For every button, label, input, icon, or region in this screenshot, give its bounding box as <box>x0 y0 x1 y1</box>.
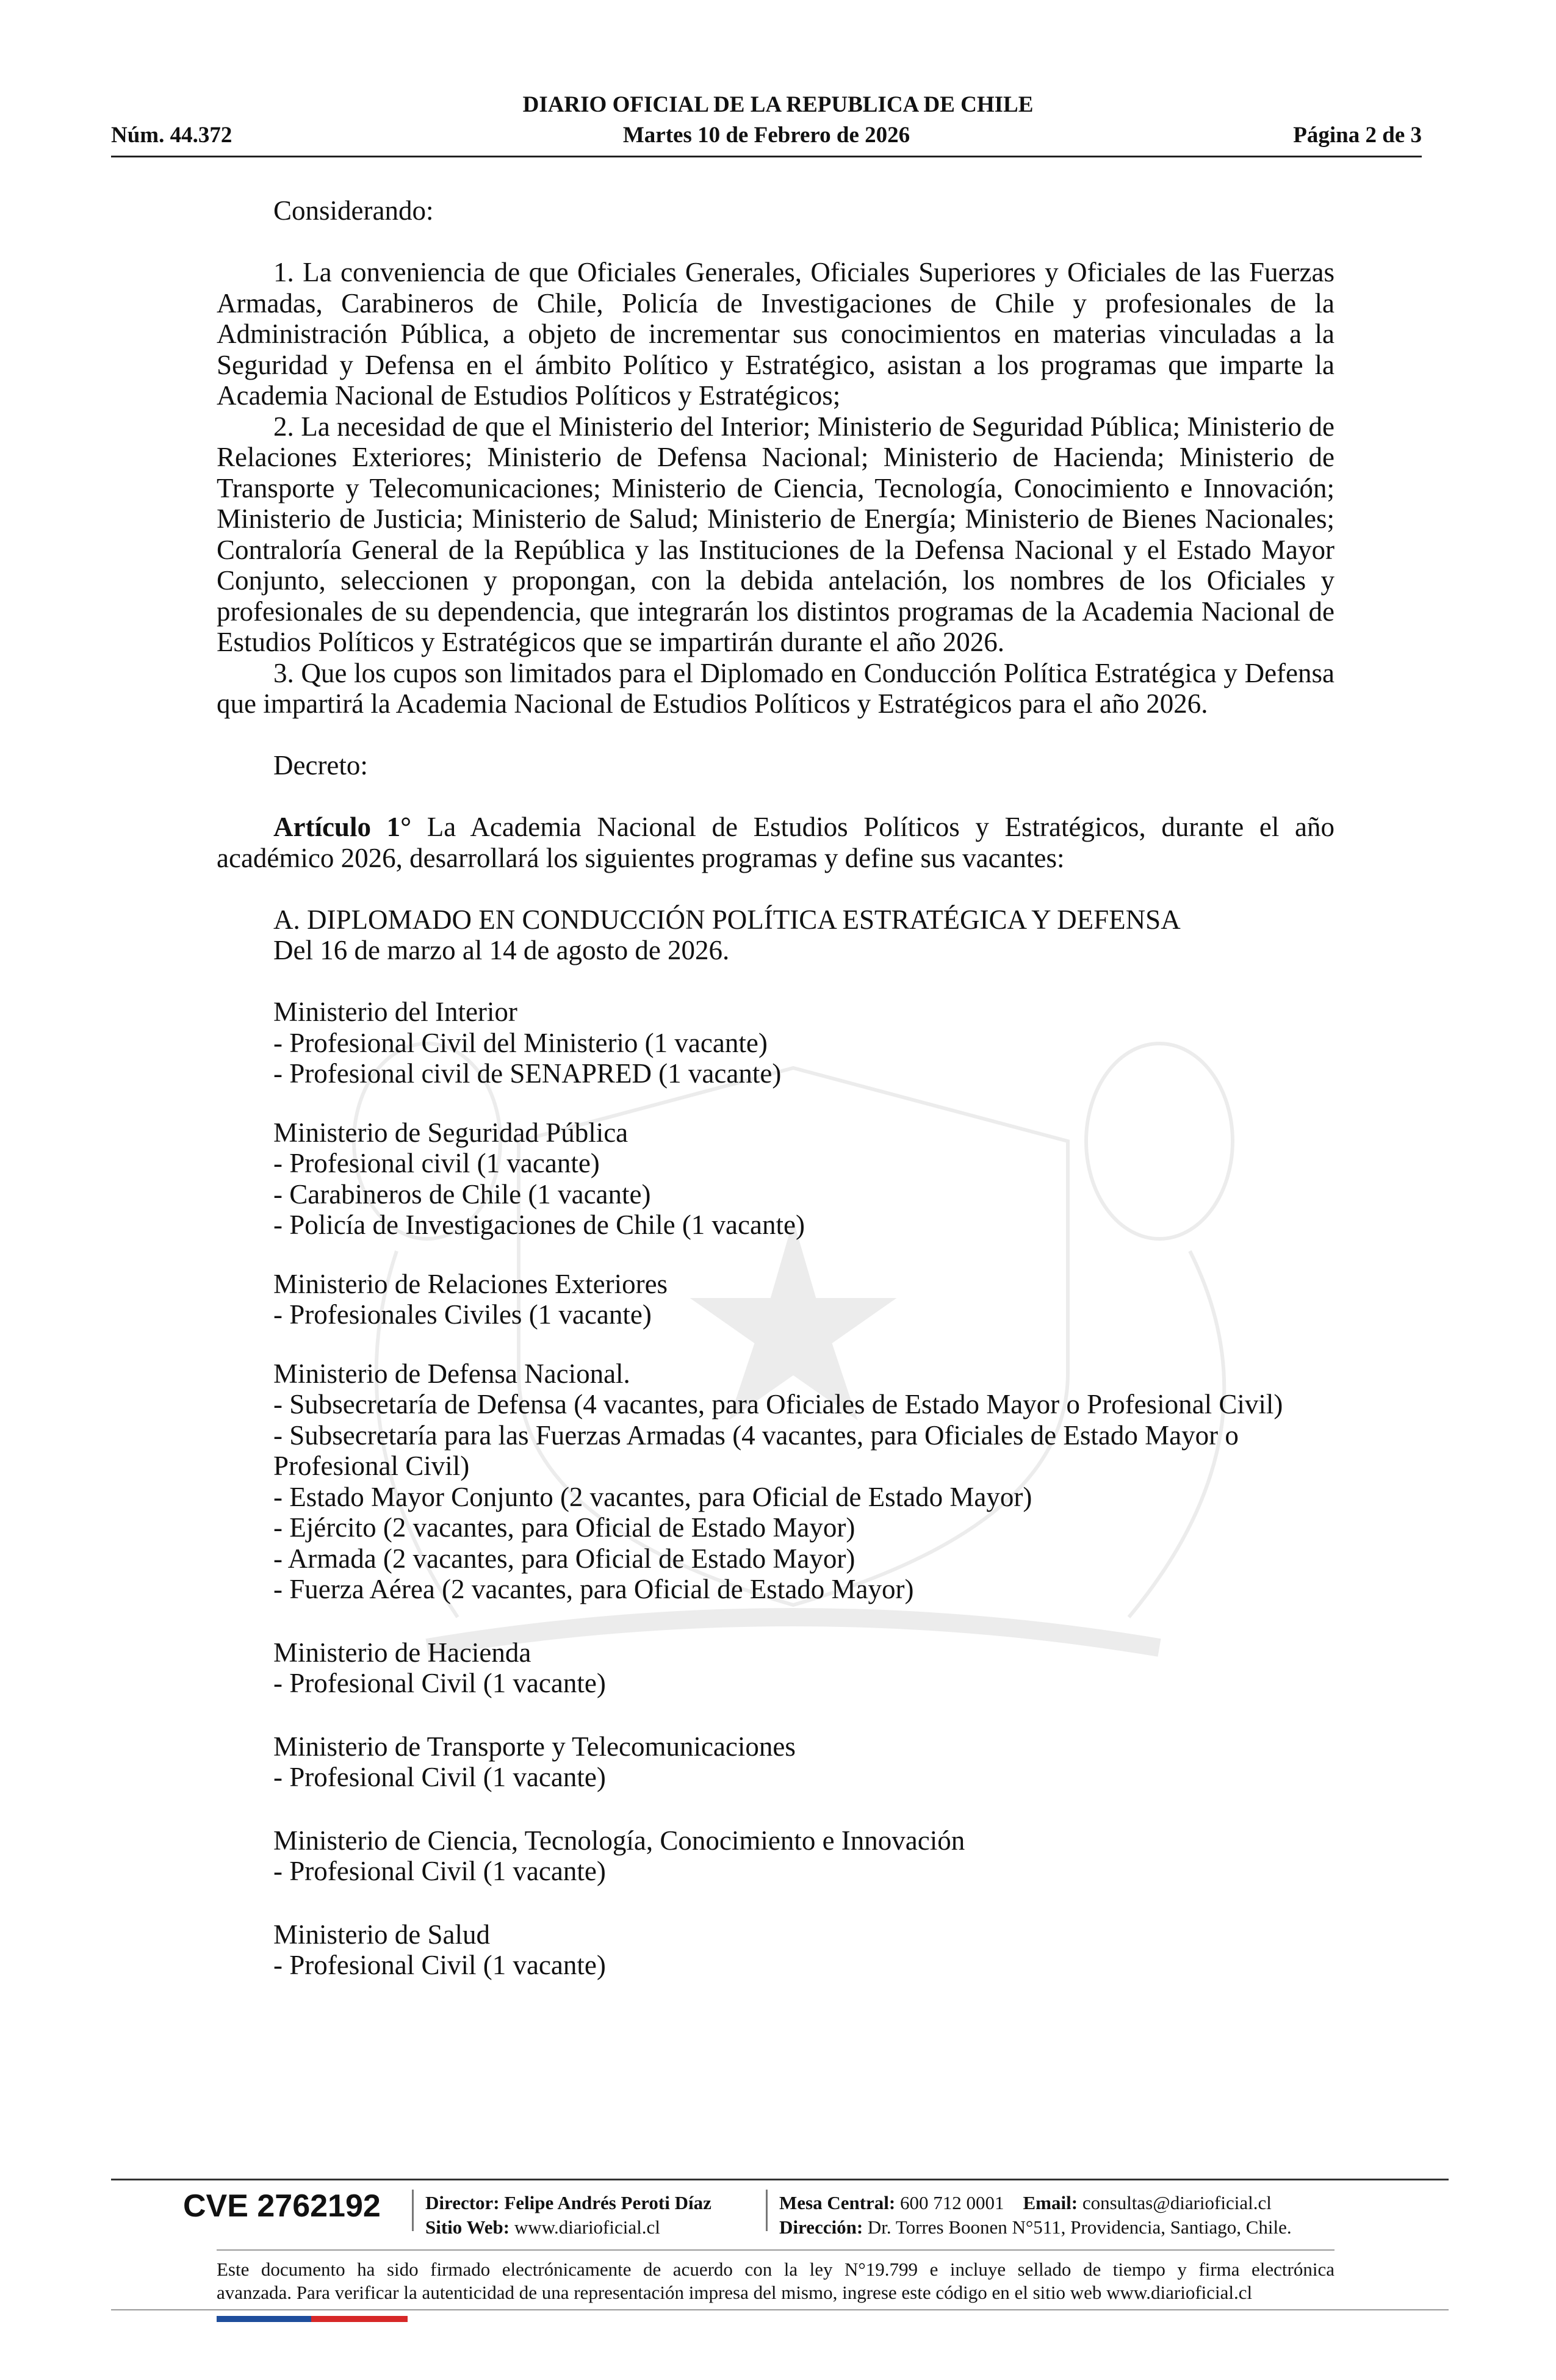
ministry-name: Ministerio de Transporte y Telecomunicaciones <box>273 1731 796 1762</box>
vacancy-line: - Policía de Investigaciones de Chile (1 vacante) <box>273 1210 805 1240</box>
article-1-label: Artículo 1° <box>273 812 412 842</box>
vacancy-line: - Subsecretaría de Defensa (4 vacantes, para Oficiales de Estado Mayor o Profesional Civil) <box>273 1389 1283 1419</box>
vacancy-line: - Carabineros de Chile (1 vacante) <box>273 1178 651 1210</box>
footer-separator <box>766 2190 768 2231</box>
ministry-name: Ministerio del Interior <box>273 997 517 1027</box>
vacancy-line: - Profesional Civil (1 vacante) <box>273 1668 606 1698</box>
director-label: Director: <box>425 2192 500 2213</box>
email-link[interactable]: consultas@diarioficial.cl <box>1082 2192 1272 2213</box>
vacancy-line: - Fuerza Aérea (2 vacantes, para Oficial de Estado Mayor) <box>273 1574 914 1604</box>
ministry-block <box>217 1919 1334 1981</box>
article-1 <box>217 812 1334 873</box>
considerando-item-2: 2. La necesidad de que el Ministerio del Interior; Ministerio de Seguridad Pública; Ministerio de Relaciones Exteriores; Ministerio de Defensa Nacional; Ministerio de Hacienda; Ministerio de Transporte y Telecomunicaciones; Ministerio de Ciencia, Tecnología, Conocimiento e Innovación; Ministerio de Justicia; Ministerio de Salud; Ministerio de Energía; Ministerio de Bienes Nacionales; Contraloría General de la República y las Instituciones de la Defensa Nacional y el Estado Mayor Conjunto, seleccionen y propongan, con la debida antelación, los nombres de los Oficiales y profesionales de su dependencia, que integrarán los distintos programas de la Academia Nacional de Estudios Políticos y Estratégicos que se impartirán durante el año 2026. <box>217 411 1334 657</box>
ministry-name: Ministerio de Ciencia, Tecnología, Conocimiento e Innovación <box>273 1825 965 1856</box>
issue-date: Martes 10 de Febrero de 2026 <box>622 123 910 148</box>
considerando-heading: Considerando: <box>273 195 434 226</box>
vacancy-line: - Profesional Civil (1 vacante) <box>273 1762 606 1792</box>
decreto-heading: Decreto: <box>273 750 368 781</box>
ministry-name: Ministerio de Relaciones Exteriores <box>273 1268 668 1299</box>
address-text: Dr. Torres Boonen N°511, Providencia, Santiago, Chile. <box>867 2216 1292 2238</box>
flag-stripe-red <box>311 2316 408 2322</box>
program-dates: Del 16 de marzo al 14 de agosto de 2026. <box>273 935 730 965</box>
director-name: Felipe Andrés Peroti Díaz <box>504 2192 711 2213</box>
ministry-block <box>217 1269 1334 1330</box>
newspaper-title: DIARIO OFICIAL DE LA REPUBLICA DE CHILE <box>522 92 1034 117</box>
issue-number: Núm. 44.372 <box>111 123 232 148</box>
ministry-block <box>217 1731 1334 1793</box>
ministry-name: Ministerio de Salud <box>273 1919 490 1950</box>
cve-code: CVE 2762192 <box>183 2188 381 2224</box>
footer-separator <box>412 2190 414 2231</box>
footer-divider-thin <box>217 2249 1334 2251</box>
site-label: Sitio Web: <box>425 2216 510 2238</box>
mesa-phone: 600 712 0001 <box>900 2192 1004 2213</box>
document-body <box>217 194 1334 1981</box>
footer-divider-bottom <box>111 2309 1449 2310</box>
vacancy-line: - Profesional civil de SENAPRED (1 vacante) <box>273 1058 782 1089</box>
ministry-block <box>217 1358 1335 1605</box>
ministry-name: Ministerio de Defensa Nacional. <box>273 1358 630 1389</box>
page-number: Página 2 de 3 <box>1293 123 1422 148</box>
vacancy-line: - Profesional Civil (1 vacante) <box>273 1950 606 1980</box>
ministry-block <box>217 997 1334 1089</box>
vacancy-line: - Armada (2 vacantes, para Oficial de Estado Mayor) <box>273 1543 855 1574</box>
vacancy-line: - Profesional civil (1 vacante) <box>273 1148 600 1178</box>
ministry-block <box>217 1637 1334 1699</box>
ministry-name: Ministerio de Hacienda <box>273 1637 531 1668</box>
footer-director-block <box>425 2191 711 2240</box>
vacancy-line: - Profesionales Civiles (1 vacante) <box>273 1299 652 1330</box>
program-title: A. DIPLOMADO EN CONDUCCIÓN POLÍTICA ESTRATÉGICA Y DEFENSA <box>273 904 1181 935</box>
address-label: Dirección: <box>779 2216 863 2238</box>
legal-notice-line-1: Este documento ha sido firmado electrónicamente de acuerdo con la ley N°19.799 e incluye sellado de tiempo y firma electrónica <box>217 2259 1334 2280</box>
vacancy-line: - Profesional Civil del Ministerio (1 vacante) <box>273 1027 768 1058</box>
footer-divider <box>111 2179 1449 2180</box>
mesa-label: Mesa Central: <box>779 2192 896 2213</box>
footer-contact-block <box>779 2191 1292 2240</box>
considerando-item-3: 3. Que los cupos son limitados para el Diplomado en Conducción Política Estratégica y Defensa que impartirá la Academia Nacional de Estudios Políticos y Estratégicos para el año 2026. <box>217 657 1334 719</box>
flag-stripe-blue <box>217 2316 311 2322</box>
vacancy-line: - Estado Mayor Conjunto (2 vacantes, para Oficial de Estado Mayor) <box>273 1481 1032 1512</box>
article-1-text: La Academia Nacional de Estudios Políticos y Estratégicos, durante el año académico 2026, desarrollará los siguientes programas y define sus vacantes: <box>217 812 1334 873</box>
ministry-block <box>217 1825 1334 1887</box>
email-label: Email: <box>1023 2192 1078 2213</box>
vacancy-line: - Profesional Civil (1 vacante) <box>273 1856 606 1886</box>
legal-notice-line-2: avanzada. Para verificar la autenticidad de una representación impresa del mismo, ingrese este código en el sitio web www.diarioficial.cl <box>217 2282 1253 2303</box>
considerando-item-1: 1. La conveniencia de que Oficiales Generales, Oficiales Superiores y Oficiales de las Fuerzas Armadas, Carabineros de Chile, Policía de Investigaciones de Chile y profesionales de la Administración Pública, a objeto de incrementar sus conocimientos en materias vinculadas a la Seguridad y Defensa en el ámbito Político y Estratégico, asistan a los programas que imparte la Academia Nacional de Estudios Políticos y Estratégicos; <box>217 257 1334 411</box>
site-link[interactable]: www.diarioficial.cl <box>514 2216 660 2238</box>
ministry-block <box>217 1117 1334 1241</box>
ministry-name: Ministerio de Seguridad Pública <box>273 1117 629 1148</box>
vacancy-line: - Subsecretaría para las Fuerzas Armadas (4 vacantes, para Oficiales de Estado Mayor o Profesional Civil) <box>273 1419 1239 1481</box>
header-divider <box>111 156 1422 157</box>
vacancy-line: - Ejército (2 vacantes, para Oficial de Estado Mayor) <box>273 1512 855 1543</box>
